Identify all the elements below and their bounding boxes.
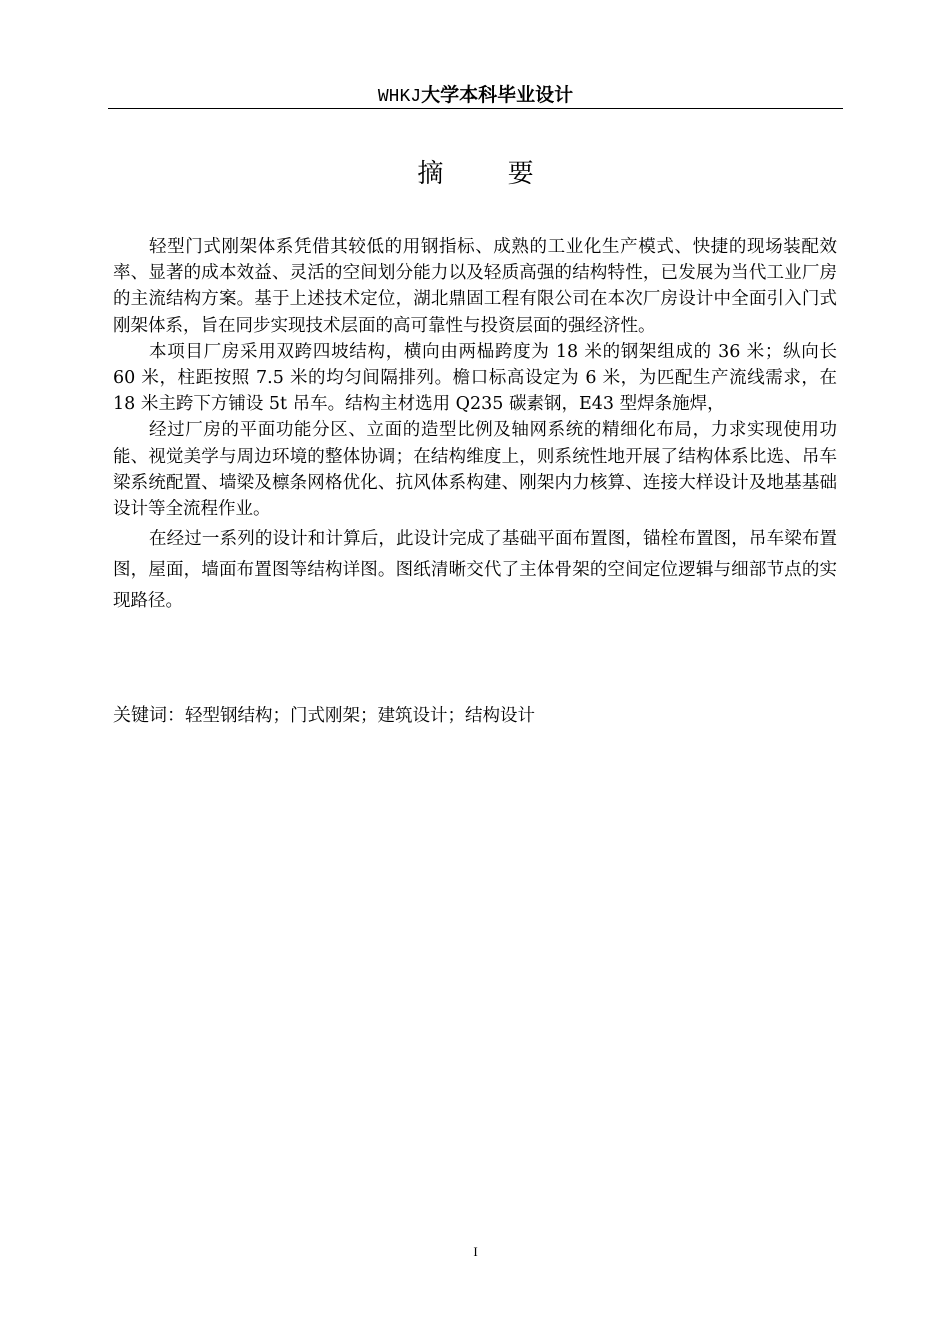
abstract-paragraph-1: 轻型门式刚架体系凭借其较低的用钢指标、成熟的工业化生产模式、快捷的现场装配效率、显著的成本效益、灵活的空间划分能力以及轻质高强的结构特性，已发展为当代工业厂房的主流结构方案。基于上述技术定位，湖北鼎固工程有限公司在本次厂房设计中全面引入门式刚架体系，旨在同步实现技术层面的高可靠性与投资层面的强经济性。 [113,237,837,336]
header-divider [108,108,843,109]
header-prefix: WHKJ [377,87,422,107]
abstract-body [113,234,837,617]
page-number: I [473,1244,478,1259]
page-header [108,82,843,110]
keywords-label: 关键词： [113,705,185,726]
keywords [113,703,837,729]
header-title: 大学本科毕业设计 [421,84,574,106]
keywords-text: 轻型钢结构；门式刚架；建筑设计；结构设计 [185,706,535,726]
abstract-paragraph-3: 经过厂房的平面功能分区、立面的造型比例及轴网系统的精细化布局，力求实现使用功能、视觉美学与周边环境的整体协调；在结构维度上，则系统性地开展了结构体系比选、吊车梁系统配置、墙梁及檩条网格优化、抗风体系构建、刚架内力核算、连接大样设计及地基基础设计等全流程作业。 [113,420,837,520]
abstract-paragraph-4: 在经过一系列的设计和计算后，此设计完成了基础平面布置图，锚栓布置图，吊车梁布置图，屋面，墙面布置图等结构详图。图纸清晰交代了主体骨架的空间定位逻辑与细部节点的实现路径。 [113,529,837,612]
abstract-paragraph-2: 本项目厂房采用双跨四坡结构，横向由两榀跨度为 18 米的钢架组成的 36 米；纵向长 60 米，柱距按照 7.5 米的均匀间隔排列。檐口标高设定为 6 米，为匹配生产流线需求，在 18 米主跨下方铺设 5t 吊车。结构主材选用 Q235 碳素钢，E43 型焊条施焊， [113,341,837,415]
page-title: 摘 要 [417,159,562,189]
